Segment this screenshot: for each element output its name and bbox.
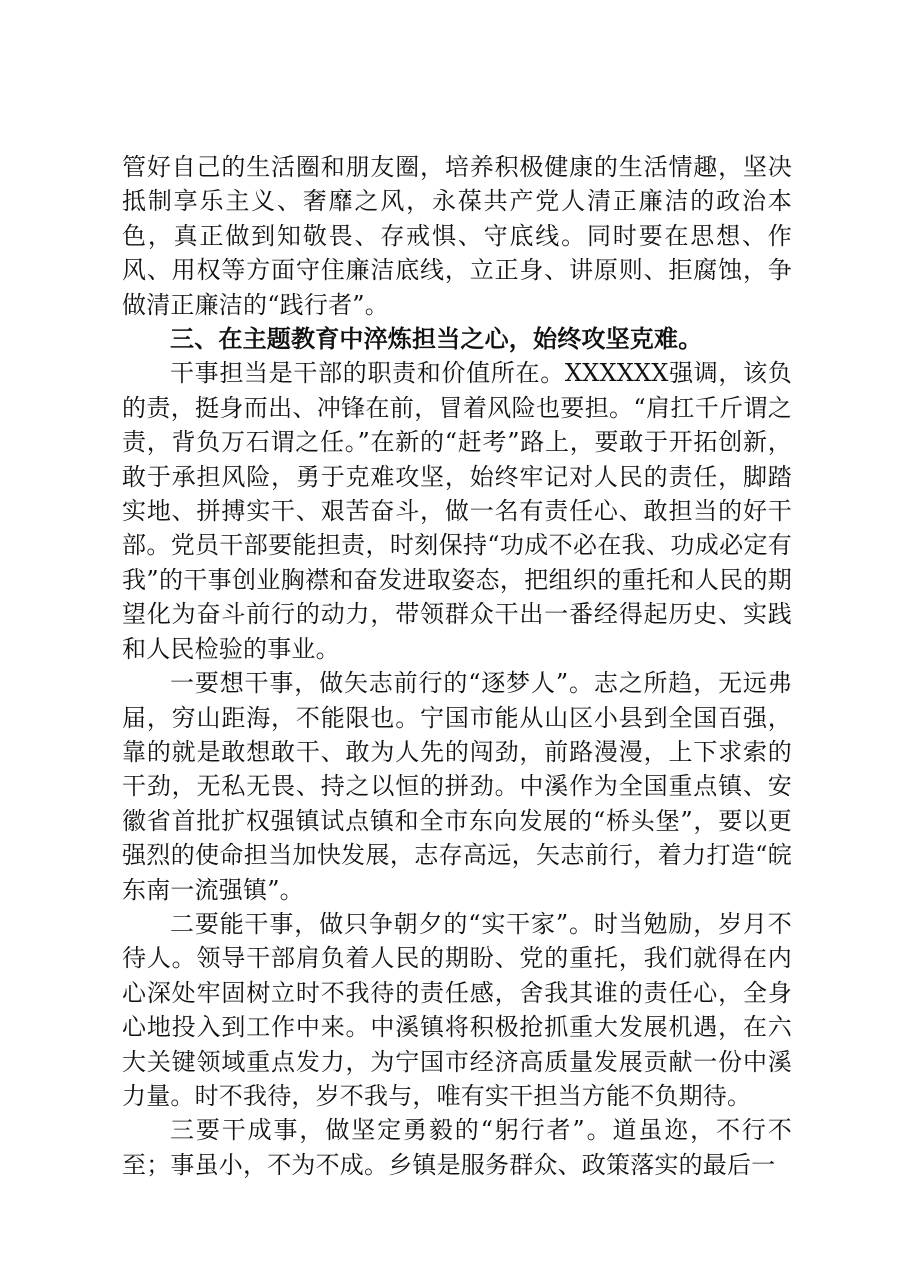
section-heading: 三、在主题教育中淬炼担当之心，始终攻坚克难。 [170, 324, 703, 354]
paragraph-body: 一要想干事，做矢志前行的“逐梦人”。志之所趋，无远弗届，穷山距海，不能限也。宁国市能从山区小县到全国百强，靠的就是敢想敢干、敢为人先的闯劲，前路漫漫，上下求索的干劲，无私无畏、持之以恒的拼劲。中溪作为全国重点镇、安徽省首批扩权强镇试点镇和全市东向发展的“桥头堡”，要以更强烈的使命担当加快发展，志存高远，矢志前行，着力打造“皖东南一流强镇”。 [122, 669, 792, 904]
paragraph-body: 三要干成事，做坚定勇毅的“躬行者”。道虽迩，不行不至；事虽小，不为不成。乡镇是服务群众、政策落实的最后一 [122, 1116, 792, 1179]
paragraph-body: 二要能干事，做只争朝夕的“实干家”。时当勉励，岁月不待人。领导干部肩负着人民的期盼、党的重托，我们就得在内心深处牢固树立时不我待的责任感，舍我其谁的责任心，全身心地投入到工作中来。中溪镇将积极抢抓重大发展机遇，在六大关键领域重点发力，为宁国市经济高质量发展贡献一份中溪力量。时不我待，岁不我与，唯有实干担当方能不负期待。 [122, 909, 792, 1110]
paragraph-body: 干事担当是干部的职责和价值所在。XXXXXX强调，该负的责，挺身而出、冲锋在前，冒着风险也要担。“肩扛千斤谓之责，背负万石谓之任。”在新的“赶考”路上，要敢于开拓创新，敢于承担风险，勇于克难攻坚，始终牢记对人民的责任，脚踏实地、拼搏实干、艰苦奋斗，做一名有责任心、敢担当的好干部。党员干部要能担责，时刻保持“功成不必在我、功成必定有我”的干事创业胸襟和奋发进取姿态，把组织的重托和人民的期望化为奋斗前行的动力，带领群众干出一番经得起历史、实践和人民检验的事业。 [122, 359, 792, 663]
paragraph-continuation: 管好自己的生活圈和朋友圈，培养积极健康的生活情趣，坚决抵制享乐主义、奢靡之风，永葆共产党人清正廉洁的政治本色，真正做到知敬畏、存戒惧、守底线。同时要在思想、作风、用权等方面守住廉洁底线，立正身、讲原则、拒腐蚀，争做清正廉洁的“践行者”。 [122, 153, 792, 319]
document-body [122, 150, 792, 1182]
